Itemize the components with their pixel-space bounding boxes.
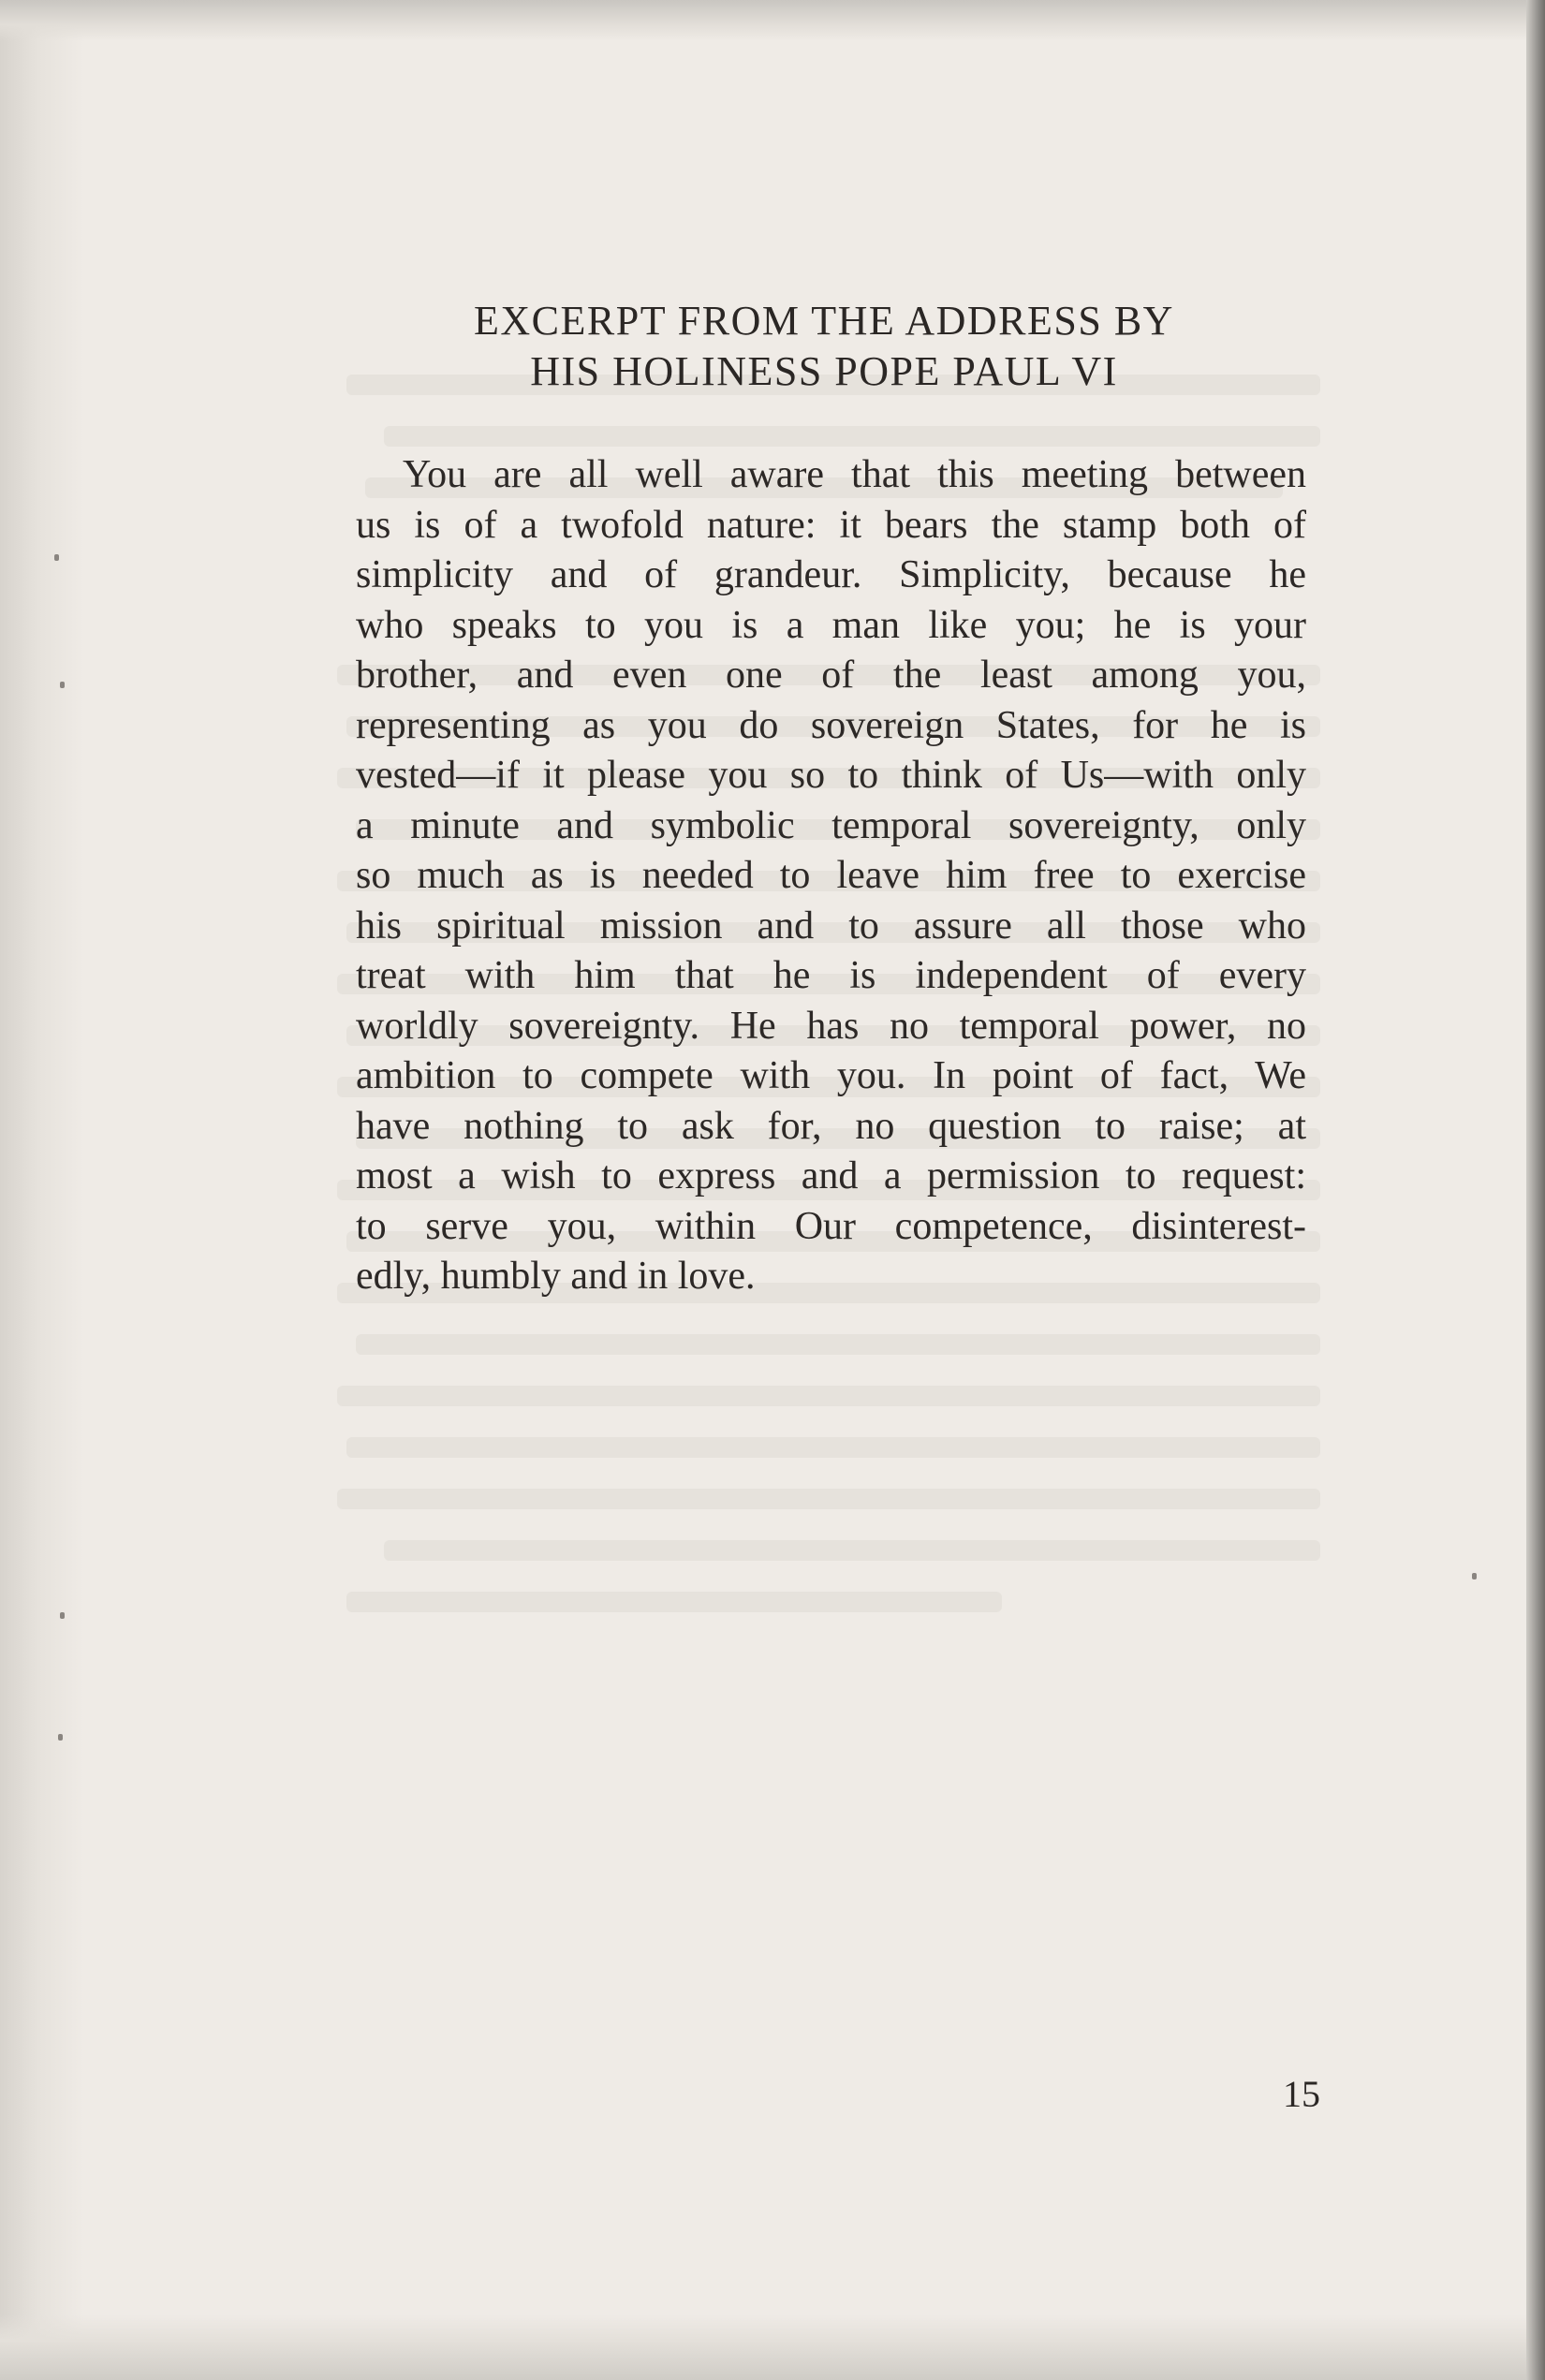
paragraph-line: his spiritual mission and to assure all those who — [356, 904, 1306, 948]
heading-line-1: EXCERPT FROM THE ADDRESS BY — [474, 298, 1174, 344]
top-edge-shadow — [0, 0, 1545, 41]
paragraph-line: vested—if it please you so to think of Us—with only — [356, 754, 1306, 797]
scan-speck — [60, 1612, 65, 1619]
paragraph-line: most a wish to express and a permission to request: — [356, 1154, 1306, 1197]
binding-shadow — [0, 0, 84, 2380]
page-number: 15 — [1283, 2073, 1320, 2115]
paragraph-line: treat with him that he is independent of every — [356, 954, 1306, 997]
address-excerpt-paragraph — [356, 450, 1306, 1302]
paragraph-line: who speaks to you is a man like you; he is your — [356, 603, 1306, 647]
bottom-edge-shadow — [0, 2314, 1545, 2380]
paragraph-line: so much as is needed to leave him free to exercise — [356, 854, 1306, 897]
paragraph-line: You are all well aware that this meeting between — [403, 453, 1306, 496]
paragraph-line: have nothing to ask for, no question to raise; at — [356, 1104, 1306, 1148]
paragraph-line: a minute and symbolic temporal sovereignty, only — [356, 803, 1306, 847]
page-heading — [356, 296, 1292, 397]
paragraph-line: ambition to compete with you. In point of fact, We — [356, 1054, 1306, 1097]
scan-speck — [54, 554, 59, 561]
paragraph-line: edly, humbly and in love. — [356, 1255, 756, 1298]
scan-speck — [1472, 1573, 1477, 1579]
paragraph-line: representing as you do sovereign States, for he is — [356, 703, 1306, 747]
paragraph-line: worldly sovereignty. He has no temporal power, no — [356, 1004, 1306, 1048]
heading-line-2: HIS HOLINESS POPE PAUL VI — [530, 348, 1118, 394]
paragraph-line: to serve you, within Our competence, disinterest- — [356, 1204, 1306, 1248]
paragraph-line: brother, and even one of the least among you, — [356, 654, 1306, 697]
paragraph-line: simplicity and of grandeur. Simplicity, because he — [356, 553, 1306, 596]
scan-speck — [60, 682, 65, 688]
paragraph-line: us is of a twofold nature: it bears the stamp both of — [356, 503, 1306, 547]
right-edge-shadow — [1526, 0, 1545, 2380]
scan-speck — [58, 1734, 63, 1741]
